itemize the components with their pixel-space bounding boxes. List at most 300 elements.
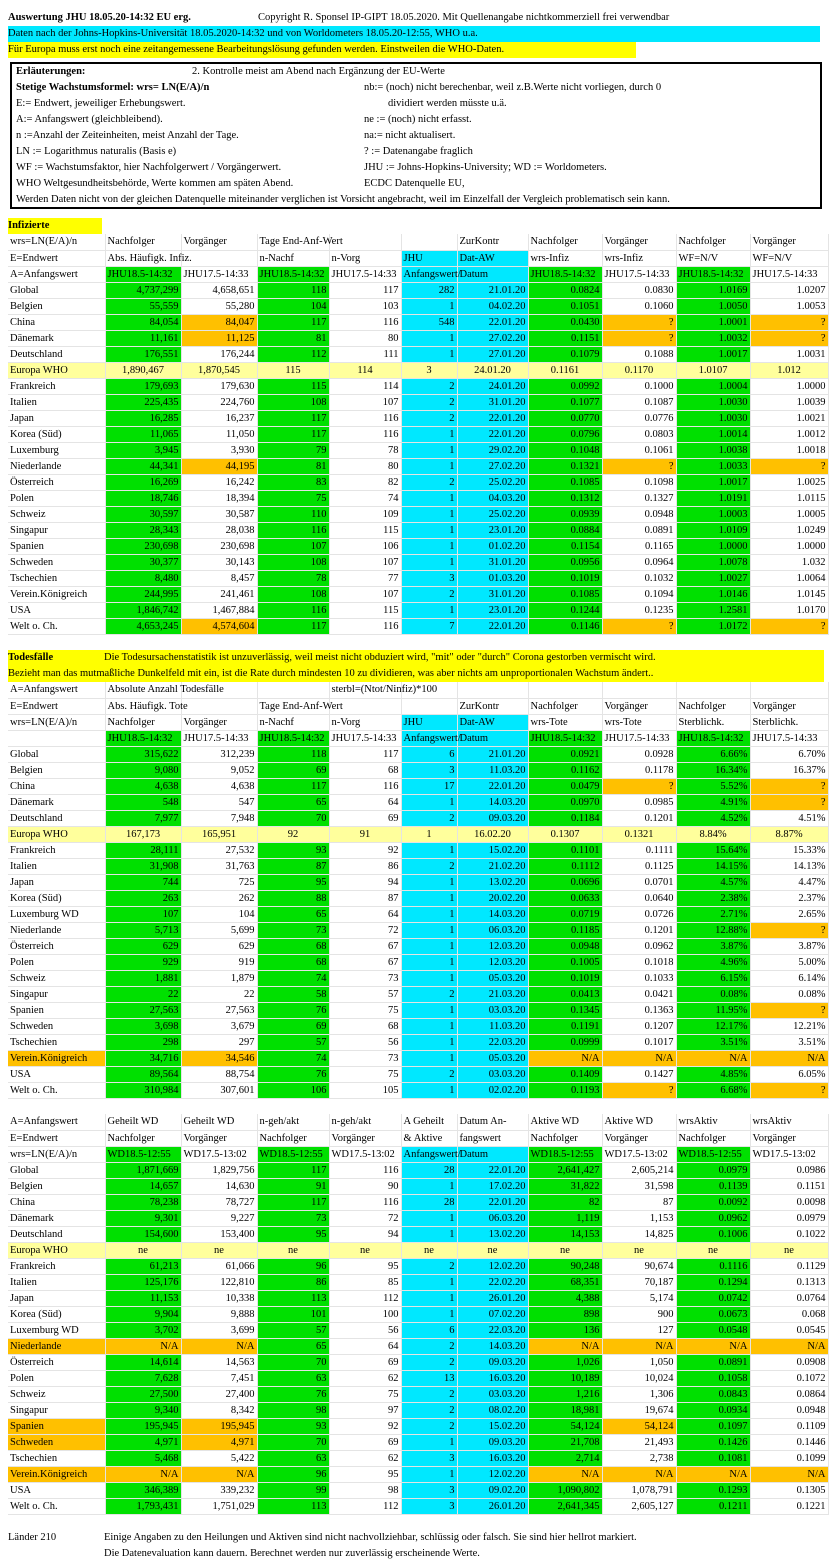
table-cell: 1.0169 <box>676 282 750 298</box>
row-label: China <box>8 314 105 330</box>
header-cell: Nachfolger <box>528 234 602 250</box>
table-cell: 1.0001 <box>676 314 750 330</box>
header-cell: ZurKontr <box>457 698 528 714</box>
table-cell: 8.84% <box>676 826 750 842</box>
header-cell: JHU17.5-14:33 <box>181 730 257 746</box>
header-cell: A=Anfangswert <box>8 266 105 282</box>
row-label: Welt o. Ch. <box>8 1082 105 1098</box>
table-cell: ? <box>750 458 828 474</box>
table-cell: 0.1129 <box>750 1258 828 1274</box>
table-cell: 0.1079 <box>528 346 602 362</box>
table-cell: 0.1446 <box>750 1434 828 1450</box>
table-cell: 0.1033 <box>602 970 676 986</box>
header-cell: JHU18.5-14:32 <box>257 266 329 282</box>
table-cell: 4.85% <box>676 1066 750 1082</box>
table-cell: 18,394 <box>181 490 257 506</box>
table-cell: 44,341 <box>105 458 181 474</box>
table-cell: N/A <box>750 1466 828 1482</box>
table-cell: 02.02.20 <box>457 1082 528 1098</box>
table-cell: 85 <box>329 1274 401 1290</box>
table-cell: 8,480 <box>105 570 181 586</box>
header-cell: Sterblichk. <box>676 714 750 730</box>
table-cell: 0.1081 <box>676 1450 750 1466</box>
row-label: USA <box>8 602 105 618</box>
table-cell: 4,574,604 <box>181 618 257 634</box>
table-cell: 3.51% <box>750 1034 828 1050</box>
table-cell: 21.02.20 <box>457 858 528 874</box>
row-label: Niederlande <box>8 922 105 938</box>
table-cell: 13.02.20 <box>457 874 528 890</box>
table-cell: 3 <box>401 1450 457 1466</box>
row-label: Japan <box>8 410 105 426</box>
table-cell: 21.01.20 <box>457 282 528 298</box>
table-row <box>8 1338 828 1354</box>
table-cell: 1.0004 <box>676 378 750 394</box>
table-cell: 68 <box>329 1018 401 1034</box>
table-cell: 10,189 <box>528 1370 602 1386</box>
table-cell: 179,630 <box>181 378 257 394</box>
table-cell: 15.02.20 <box>457 1418 528 1434</box>
table-cell: 0.1022 <box>750 1226 828 1242</box>
table-cell: 7,628 <box>105 1370 181 1386</box>
table-cell: 115 <box>329 522 401 538</box>
table-cell: 1,890,467 <box>105 362 181 378</box>
table-cell: 2,641,427 <box>528 1162 602 1178</box>
table-cell: 64 <box>329 1338 401 1354</box>
table-cell: 1.0027 <box>676 570 750 586</box>
table-cell: 898 <box>528 1306 602 1322</box>
row-label: Singapur <box>8 1402 105 1418</box>
table-cell: 11,125 <box>181 330 257 346</box>
table-row <box>8 842 828 858</box>
table-cell: 27,563 <box>181 1002 257 1018</box>
header-row <box>8 266 828 282</box>
table-cell: 57 <box>257 1034 329 1050</box>
table-cell: 29.02.20 <box>457 442 528 458</box>
row-label: Österreich <box>8 1354 105 1370</box>
row-label: Tschechien <box>8 1034 105 1050</box>
table-cell: 13 <box>401 1370 457 1386</box>
table-cell: 68 <box>329 762 401 778</box>
table-cell: 0.0421 <box>602 986 676 1002</box>
table-cell: 92 <box>329 1418 401 1434</box>
header-cell: JHU17.5-14:33 <box>602 266 676 282</box>
table-cell: 9,904 <box>105 1306 181 1322</box>
header-cell: JHU17.5-14:33 <box>329 730 401 746</box>
table-cell: 929 <box>105 954 181 970</box>
table-cell: 14,153 <box>528 1226 602 1242</box>
table-cell: 3,698 <box>105 1018 181 1034</box>
table-cell: 339,232 <box>181 1482 257 1498</box>
table-cell: 28 <box>401 1162 457 1178</box>
table-cell: 108 <box>257 586 329 602</box>
table-cell: 4.96% <box>676 954 750 970</box>
table-cell: 0.1327 <box>602 490 676 506</box>
recovered-active-table <box>8 1114 829 1515</box>
table-cell: 2 <box>401 1338 457 1354</box>
table-cell: 75 <box>257 490 329 506</box>
table-cell: 77 <box>329 570 401 586</box>
table-cell: 95 <box>329 1258 401 1274</box>
table-cell: 12.17% <box>676 1018 750 1034</box>
table-cell: 23.01.20 <box>457 522 528 538</box>
table-row <box>8 906 828 922</box>
table-cell: 629 <box>105 938 181 954</box>
table-cell: 0.0548 <box>676 1322 750 1338</box>
table-cell: 31,763 <box>181 858 257 874</box>
table-cell: 1.0000 <box>676 538 750 554</box>
table-cell: 0.1061 <box>602 442 676 458</box>
table-row <box>8 1066 828 1082</box>
table-cell: 30,597 <box>105 506 181 522</box>
table-cell: 2.38% <box>676 890 750 906</box>
table-cell: 63 <box>257 1450 329 1466</box>
header-row <box>8 1114 828 1130</box>
table-cell: 0.0948 <box>528 938 602 954</box>
table-row <box>8 1402 828 1418</box>
table-row <box>8 1242 828 1258</box>
table-cell: 31,822 <box>528 1178 602 1194</box>
table-cell: 14.03.20 <box>457 1338 528 1354</box>
table-cell: 0.0770 <box>528 410 602 426</box>
table-cell: 0.1088 <box>602 346 676 362</box>
table-cell: 1.0021 <box>750 410 828 426</box>
header-cell: n-geh/akt <box>329 1114 401 1130</box>
table-cell: 26.01.20 <box>457 1498 528 1514</box>
table-cell: 2,738 <box>602 1450 676 1466</box>
table-cell: 22.01.20 <box>457 778 528 794</box>
header-row <box>8 682 828 698</box>
table-cell: 0.1051 <box>528 298 602 314</box>
table-cell: 2 <box>401 378 457 394</box>
table-cell: 90,674 <box>602 1258 676 1274</box>
header-cell: wrsAktiv <box>676 1114 750 1130</box>
table-cell: 1 <box>401 506 457 522</box>
table-cell: 116 <box>329 1162 401 1178</box>
row-label: Frankreich <box>8 1258 105 1274</box>
header-cell: WD17.5-13:02 <box>750 1146 828 1162</box>
header-row <box>8 714 828 730</box>
table-cell: 1,467,884 <box>181 602 257 618</box>
row-label: USA <box>8 1066 105 1082</box>
table-cell: 1.2581 <box>676 602 750 618</box>
row-label: Polen <box>8 1370 105 1386</box>
table-cell: 4.57% <box>676 874 750 890</box>
table-cell: 75 <box>329 1002 401 1018</box>
table-cell: ne <box>676 1242 750 1258</box>
table-cell: 263 <box>105 890 181 906</box>
table-row <box>8 282 828 298</box>
table-cell: 1,793,431 <box>105 1498 181 1514</box>
table-cell: 1 <box>401 1034 457 1050</box>
header-cell <box>676 682 750 698</box>
table-cell: 92 <box>329 842 401 858</box>
header-cell: n-Nachf <box>257 250 329 266</box>
table-cell: 82 <box>528 1194 602 1210</box>
row-label: Luxemburg WD <box>8 1322 105 1338</box>
table-cell: 0.0891 <box>676 1354 750 1370</box>
table-cell: 113 <box>257 1290 329 1306</box>
table-cell: ne <box>105 1242 181 1258</box>
table-cell: 34,716 <box>105 1050 181 1066</box>
table-cell: 2.37% <box>750 890 828 906</box>
table-cell: 73 <box>257 922 329 938</box>
table-row <box>8 618 828 634</box>
table-cell: 18,746 <box>105 490 181 506</box>
table-cell: N/A <box>750 1050 828 1066</box>
table-cell: 0.1307 <box>528 826 602 842</box>
table-cell: 107 <box>329 394 401 410</box>
table-cell: 1 <box>401 298 457 314</box>
table-row <box>8 1210 828 1226</box>
table-cell: 16,237 <box>181 410 257 426</box>
table-cell: 1 <box>401 1002 457 1018</box>
table-cell: 76 <box>257 1002 329 1018</box>
table-cell: 6.14% <box>750 970 828 986</box>
table-cell: 96 <box>257 1258 329 1274</box>
table-cell: 27,500 <box>105 1386 181 1402</box>
row-label: Japan <box>8 1290 105 1306</box>
table-row <box>8 1290 828 1306</box>
table-cell: 1 <box>401 426 457 442</box>
table-cell: 125,176 <box>105 1274 181 1290</box>
table-cell: 3,930 <box>181 442 257 458</box>
table-cell: N/A <box>750 1338 828 1354</box>
table-cell: 76 <box>257 1386 329 1402</box>
header-cell: WD17.5-13:02 <box>181 1146 257 1162</box>
table-cell: 1,870,545 <box>181 362 257 378</box>
table-cell: 03.03.20 <box>457 1066 528 1082</box>
table-cell: 09.03.20 <box>457 810 528 826</box>
table-cell: 22.03.20 <box>457 1322 528 1338</box>
row-label: China <box>8 1194 105 1210</box>
table-cell: 1 <box>401 330 457 346</box>
table-cell: 15.64% <box>676 842 750 858</box>
header-cell <box>401 234 457 250</box>
table-cell: ? <box>750 922 828 938</box>
table-cell: 0.1087 <box>602 394 676 410</box>
table-cell: 0.0726 <box>602 906 676 922</box>
table-cell: 1.0030 <box>676 410 750 426</box>
table-cell: 116 <box>329 778 401 794</box>
table-cell: 27.02.20 <box>457 458 528 474</box>
table-row <box>8 442 828 458</box>
table-cell: 87 <box>329 890 401 906</box>
row-label: Dänemark <box>8 330 105 346</box>
header-cell: WD18.5-12:55 <box>257 1146 329 1162</box>
table-cell: 17 <box>401 778 457 794</box>
table-cell: ? <box>602 1082 676 1098</box>
table-cell: 0.1060 <box>602 298 676 314</box>
table-cell: 75 <box>329 1066 401 1082</box>
table-cell: 0.0986 <box>750 1162 828 1178</box>
table-cell: 25.02.20 <box>457 474 528 490</box>
table-cell: 91 <box>257 1178 329 1194</box>
header-cell: Nachfolger <box>676 1130 750 1146</box>
table-cell: 76 <box>257 1066 329 1082</box>
table-cell: 68 <box>257 954 329 970</box>
table-cell: 1.0115 <box>750 490 828 506</box>
table-cell: 1 <box>401 906 457 922</box>
header-cell: A Geheilt <box>401 1114 457 1130</box>
table-cell: 1.0017 <box>676 346 750 362</box>
row-label: Schweiz <box>8 506 105 522</box>
table-cell: 1 <box>401 1466 457 1482</box>
table-cell: 01.03.20 <box>457 570 528 586</box>
explanation-text: Stetige Wachstumsformel: wrs= LN(E/A)/n <box>16 82 210 93</box>
table-cell: 115 <box>329 602 401 618</box>
table-cell: 3,679 <box>181 1018 257 1034</box>
table-cell: 16,285 <box>105 410 181 426</box>
table-cell: 14,630 <box>181 1178 257 1194</box>
table-cell: 112 <box>329 1498 401 1514</box>
table-cell: 4.47% <box>750 874 828 890</box>
table-cell: 101 <box>257 1306 329 1322</box>
explanation-text: n :=Anzahl der Zeiteinheiten, meist Anzahl der Tage. <box>16 130 239 141</box>
row-label: Singapur <box>8 522 105 538</box>
table-row <box>8 362 828 378</box>
table-cell: 1.0191 <box>676 490 750 506</box>
table-cell: 12.03.20 <box>457 938 528 954</box>
table-cell: 0.1201 <box>602 922 676 938</box>
table-cell: 92 <box>257 826 329 842</box>
table-cell: 1 <box>401 1226 457 1242</box>
table-cell: 2.71% <box>676 906 750 922</box>
table-cell: 8,457 <box>181 570 257 586</box>
header-cell: JHU18.5-14:32 <box>676 730 750 746</box>
table-cell: 315,622 <box>105 746 181 762</box>
table-cell: 176,244 <box>181 346 257 362</box>
table-cell: 1,050 <box>602 1354 676 1370</box>
table-cell: 72 <box>329 922 401 938</box>
header-cell: Geheilt WD <box>105 1114 181 1130</box>
table-cell: 9,080 <box>105 762 181 778</box>
table-cell: 30,587 <box>181 506 257 522</box>
table-cell: 65 <box>257 1338 329 1354</box>
table-cell: 07.02.20 <box>457 1306 528 1322</box>
table-cell: 0.0545 <box>750 1322 828 1338</box>
table-cell: 12.21% <box>750 1018 828 1034</box>
table-cell: 65 <box>257 906 329 922</box>
table-cell: 127 <box>602 1322 676 1338</box>
header-cell <box>750 682 828 698</box>
table-row <box>8 426 828 442</box>
table-cell: 64 <box>329 906 401 922</box>
table-cell: 115 <box>257 362 329 378</box>
table-cell: 3,699 <box>181 1322 257 1338</box>
header-cell: WD18.5-12:55 <box>105 1146 181 1162</box>
explanation-text: na:= nicht aktualisert. <box>364 130 456 141</box>
header-cell: JHU18.5-14:32 <box>105 730 181 746</box>
row-label: Deutschland <box>8 1226 105 1242</box>
row-label: Japan <box>8 874 105 890</box>
table-cell: 0.1099 <box>750 1450 828 1466</box>
table-cell: 1,078,791 <box>602 1482 676 1498</box>
table-cell: 12.03.20 <box>457 954 528 970</box>
table-cell: 1.0030 <box>676 394 750 410</box>
table-cell: 7,451 <box>181 1370 257 1386</box>
table-cell: 03.03.20 <box>457 1386 528 1402</box>
table-cell: 117 <box>329 282 401 298</box>
table-cell: 82 <box>329 474 401 490</box>
table-cell: 0.0934 <box>676 1402 750 1418</box>
table-cell: 16.34% <box>676 762 750 778</box>
table-cell: 1,216 <box>528 1386 602 1402</box>
table-cell: 0.068 <box>750 1306 828 1322</box>
row-label: Korea (Süd) <box>8 1306 105 1322</box>
table-cell: 5,468 <box>105 1450 181 1466</box>
table-cell: 2,605,127 <box>602 1498 676 1514</box>
header-row <box>8 698 828 714</box>
table-cell: 22.01.20 <box>457 426 528 442</box>
table-cell: 0.0985 <box>602 794 676 810</box>
table-cell: ? <box>602 458 676 474</box>
table-cell: 63 <box>257 1370 329 1386</box>
table-row <box>8 346 828 362</box>
table-cell: 6 <box>401 1322 457 1338</box>
table-cell: N/A <box>105 1338 181 1354</box>
table-cell: 16,242 <box>181 474 257 490</box>
row-label: Polen <box>8 954 105 970</box>
row-label: Europa WHO <box>8 362 105 378</box>
table-cell: 93 <box>257 1418 329 1434</box>
header-cell: JHU <box>401 714 457 730</box>
table-row <box>8 1258 828 1274</box>
table-cell: 0.0956 <box>528 554 602 570</box>
table-cell: 86 <box>257 1274 329 1290</box>
table-cell: ? <box>750 794 828 810</box>
table-row <box>8 330 828 346</box>
table-cell: 1.032 <box>750 554 828 570</box>
table-cell: 95 <box>257 874 329 890</box>
table-cell: 1 <box>401 938 457 954</box>
table-cell: 72 <box>329 1210 401 1226</box>
table-cell: 2 <box>401 1258 457 1274</box>
table-cell: 78,727 <box>181 1194 257 1210</box>
row-label: Italien <box>8 858 105 874</box>
table-cell: 56 <box>329 1034 401 1050</box>
row-label: Deutschland <box>8 810 105 826</box>
row-label: Spanien <box>8 1418 105 1434</box>
countries-count: Länder 210 <box>8 1532 57 1543</box>
header-cell <box>8 730 105 746</box>
table-cell: 56 <box>329 1322 401 1338</box>
table-cell: 0.1178 <box>602 762 676 778</box>
table-cell: 224,760 <box>181 394 257 410</box>
table-cell: 12.02.20 <box>457 1258 528 1274</box>
header-cell: wrs-Infiz <box>528 250 602 266</box>
row-label: Italien <box>8 1274 105 1290</box>
table-cell: 1 <box>401 490 457 506</box>
table-cell: 21.01.20 <box>457 746 528 762</box>
table-cell: 154,600 <box>105 1226 181 1242</box>
table-cell: 4.51% <box>750 810 828 826</box>
row-label: Spanien <box>8 1002 105 1018</box>
table-cell: 1 <box>401 346 457 362</box>
table-cell: 0.0970 <box>528 794 602 810</box>
explanation-text: WF := Wachstumsfaktor, hier Nachfolgerwert / Vorgängerwert. <box>16 162 282 173</box>
table-cell: 2 <box>401 410 457 426</box>
table-cell: 0.1098 <box>602 474 676 490</box>
row-label: Belgien <box>8 1178 105 1194</box>
table-row <box>8 1018 828 1034</box>
table-cell: 2,605,214 <box>602 1162 676 1178</box>
table-cell: 2 <box>401 474 457 490</box>
table-cell: 1 <box>401 874 457 890</box>
table-cell: 1.0170 <box>750 602 828 618</box>
row-label: Global <box>8 282 105 298</box>
table-cell: 16.03.20 <box>457 1450 528 1466</box>
